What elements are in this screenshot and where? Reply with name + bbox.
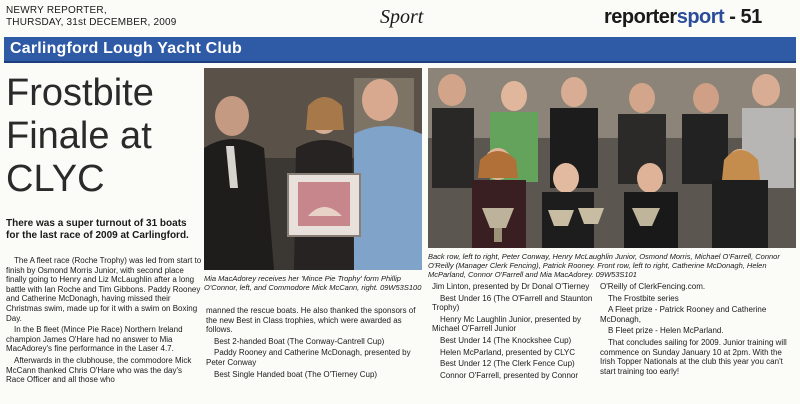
paragraph: The A fleet race (Roche Trophy) was led from start to finish by Osmond Morris Junior, with second place finally going to Henry and Liz McLaughlin after a long battle with Ian Roche and Tim Gibbons. Paddy Rooney and Catherine McDonagh, having missed their Christmas swim, made up for it with a swim on Boxing Day.: [6, 256, 202, 323]
paragraph: Best 2-handed Boat (The Conway-Cantrell Cup): [214, 336, 385, 346]
article-column-3: [432, 282, 596, 404]
paragraph: Jim Linton, presented by Dr Donal O'Tierney: [432, 282, 590, 291]
paper-info: [6, 5, 177, 29]
paragraph: In the B fleet (Mince Pie Race) Northern Ireland champion James O'Hare had no answer to Mia MacAdorey's fine performance in the Laser 4.7.: [6, 325, 183, 354]
page-number: 51: [740, 6, 762, 28]
article-column-1: [6, 256, 202, 404]
photo2-caption: Back row, left to right, Peter Conway, Henry McLaughlin Junior, Osmond Morris, Michael O'Farrell, Connor O'Reilly (Manager Clerk Fencing), Patrick Rooney. Front row, left to right, Catherine McDonagh, Helen McParland, Connor O'Farrell and Mia MacAdorey. 09W53S101: [428, 252, 780, 279]
article-intro: There was a super turnout of 31 boats for the last race of 2009 at Carlingford.: [6, 218, 189, 241]
article-column-2: [206, 306, 426, 404]
section-banner: [4, 37, 796, 63]
paragraph: Connor O'Farrell, presented by Connor: [440, 370, 579, 380]
paragraph: The Frostbite series: [608, 293, 679, 303]
paragraph: Best Under 12 (The Clerk Fence Cup): [440, 359, 575, 369]
paragraph: Best Under 14 (The Knockshee Cup): [440, 335, 572, 345]
paragraph: Best Single Handed boat (The O'Tierney Cup): [214, 369, 378, 379]
headline-line: Frostbite: [6, 72, 154, 114]
trophy-presentation-photo: [204, 68, 422, 270]
brand-separator: -: [724, 6, 741, 28]
paragraph: Paddy Rooney and Catherine McDonagh, presented by Peter Conway: [206, 348, 411, 367]
group-photo: [428, 68, 796, 248]
paper-name: NEWRY REPORTER,: [6, 5, 107, 16]
paragraph: A Fleet prize - Patrick Rooney and Catherine McDonagh,: [600, 305, 767, 324]
paragraph: Helen McParland, presented by CLYC: [440, 347, 576, 357]
brand-sport: sport: [676, 6, 725, 28]
paragraph: Best Under 16 (The O'Farrell and Staunton Trophy): [432, 293, 593, 313]
article-column-4: [600, 282, 796, 404]
brand-logo: [604, 6, 762, 29]
headline-line: Finale at: [6, 115, 152, 157]
brand-reporter: reporter: [604, 6, 677, 28]
paragraph: B Fleet prize - Helen McParland.: [608, 326, 724, 336]
headline-line: CLYC: [6, 158, 105, 200]
paragraph: Henry Mc Laughlin Junior, presented by Michael O'Farrell Junior: [432, 314, 581, 334]
photo1-caption: Mia MacAdorey receives her 'Mince Pie Trophy' form Phillip O'Connor, left, and Commodore Mick McCann, right. 09W53S100: [204, 274, 422, 292]
paragraph: Afterwards in the clubhouse, the commodore Mick McCann thanked Chris O'Hare who was the day's Race Officer and all those who: [6, 355, 192, 385]
paragraph: manned the rescue boats. He also thanked the sponsors of the new Best in Class trophies, which were awarded as follows.: [206, 306, 416, 335]
paragraph: That concludes sailing for 2009. Junior training will commence on Sunday January 10 at 2pm. With the Irish Topper Nationals at the club this year you can't start training too early!: [600, 337, 787, 376]
paragraph: O'Reilly of ClerkFencing.com.: [600, 282, 706, 291]
headline: [6, 72, 202, 201]
issue-date: THURSDAY, 31st DECEMBER, 2009: [6, 17, 177, 28]
section-label: Sport: [380, 6, 424, 28]
banner-title: Carlingford Lough Yacht Club: [10, 40, 242, 57]
masthead: [0, 0, 800, 36]
